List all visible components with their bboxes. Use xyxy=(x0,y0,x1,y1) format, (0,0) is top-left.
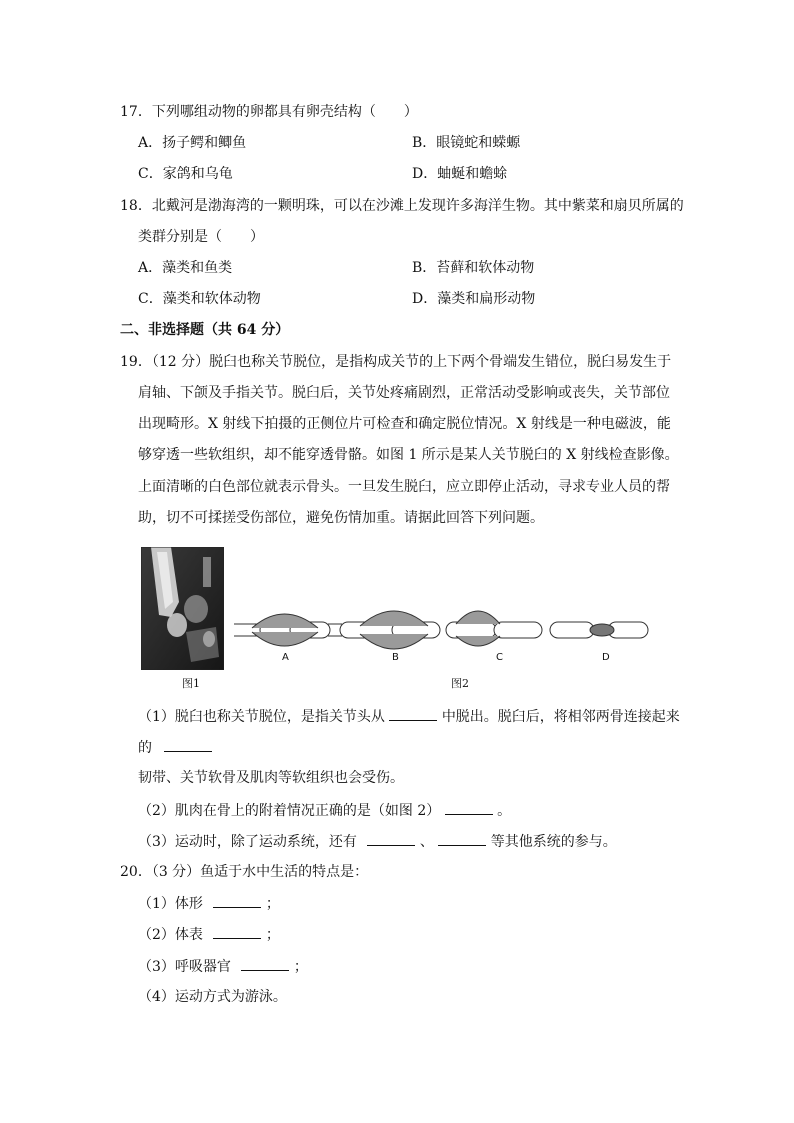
muscle-bone-diagram xyxy=(232,604,652,664)
q18-option-a: A．藻类和鱼类 xyxy=(138,260,233,276)
q19-line4: 够穿透一些软组织，却不能穿透骨骼。如图 1 所示是某人关节脱臼的 X 射线检查影像。 xyxy=(138,447,679,463)
q19-line1: 19．（12 分）脱臼也称关节脱位，是指构成关节的上下两个骨端发生错位，脱臼易发生于 xyxy=(120,354,672,370)
answer-blank[interactable] xyxy=(389,706,437,721)
answer-blank[interactable] xyxy=(445,800,493,815)
fig2-label-d: D xyxy=(602,652,610,663)
q20-sub3-text: （3）呼吸器官 xyxy=(138,959,231,975)
q19-sub2-text-b: 。 xyxy=(497,803,512,819)
q19-sub1-text-b: 中脱出。脱臼后，将相邻两骨连接起来 xyxy=(441,709,680,725)
section2-title: 二、非选择题（共 64 分） xyxy=(120,322,290,338)
q20-sub2-end: ； xyxy=(265,927,280,943)
fig2-label-b: B xyxy=(392,652,399,663)
answer-blank[interactable] xyxy=(213,924,261,939)
q19-sub1-text-a: （1）脱臼也称关节脱位，是指关节头从 xyxy=(138,709,385,725)
answer-blank[interactable] xyxy=(164,737,212,752)
q19-line5: 上面清晰的白色部位就表示骨头。一旦发生脱臼，应立即停止活动，寻求专业人员的帮 xyxy=(138,479,670,495)
answer-blank[interactable] xyxy=(213,893,261,908)
q20-sub3-end: ； xyxy=(293,959,308,975)
q18-stem-line2: 类群分别是（ ） xyxy=(138,229,264,245)
q18-option-b: B．苔藓和软体动物 xyxy=(412,260,535,276)
q18-option-d: D．藻类和扁形动物 xyxy=(412,291,536,307)
q20-sub1 xyxy=(138,893,280,914)
q19-sub1-text-c: 的 xyxy=(138,740,152,756)
q18-option-c: C．藻类和软体动物 xyxy=(138,291,261,307)
q20-sub2 xyxy=(138,924,280,945)
xray-image xyxy=(141,547,224,670)
q20-stem: 20．（3 分）鱼适于水中生活的特点是： xyxy=(120,864,369,880)
q20-sub1-end: ； xyxy=(265,896,280,912)
q17-option-a: A．扬子鳄和鲫鱼 xyxy=(138,135,247,151)
fig2-label-c: C xyxy=(496,652,503,663)
q20-sub2-text: （2）体表 xyxy=(138,927,203,943)
q19-sub1-line1 xyxy=(138,706,680,727)
q18-stem-line1: 18．北戴河是渤海湾的一颗明珠，可以在沙滩上发现许多海洋生物。其中紫菜和扇贝所属的 xyxy=(120,198,684,214)
answer-blank[interactable] xyxy=(241,956,289,971)
q19-line6: 助，切不可揉搓受伤部位，避免伤情加重。请据此回答下列问题。 xyxy=(138,510,544,526)
q20-sub4: （4）运动方式为游泳。 xyxy=(138,989,287,1005)
q19-sub3-text-a: （3）运动时，除了运动系统，还有 xyxy=(138,834,357,850)
fig1-caption: 图1 xyxy=(182,677,200,690)
q19-sub1-line3: 韧带、关节软骨及肌肉等软组织也会受伤。 xyxy=(138,770,404,786)
q19-sub3-text-b: 等其他系统的参与。 xyxy=(490,834,617,850)
q19-sub1-line2 xyxy=(138,737,212,758)
q19-sub2 xyxy=(138,800,511,821)
q19-line2: 肩轴、下颌及手指关节。脱臼后，关节处疼痛剧烈，正常活动受影响或丧失，关节部位 xyxy=(138,385,670,401)
q17-option-c: C．家鸽和乌龟 xyxy=(138,166,233,182)
q19-line3: 出现畸形。X 射线下拍摄的正侧位片可检查和确定脱位情况。X 射线是一种电磁波，能 xyxy=(138,416,671,432)
q17-option-b: B．眼镜蛇和蝾螈 xyxy=(412,135,521,151)
q19-sub2-text-a: （2）肌肉在骨上的附着情况正确的是（如图 2） xyxy=(138,803,441,819)
q19-sub3-sep: 、 xyxy=(419,834,434,850)
q17-option-d: D．蚰蜒和蟾蜍 xyxy=(412,166,508,182)
answer-blank[interactable] xyxy=(438,831,486,846)
q20-sub1-text: （1）体形 xyxy=(138,896,203,912)
q19-sub3 xyxy=(138,831,617,852)
q17-stem: 17．下列哪组动物的卵都具有卵壳结构（ ） xyxy=(120,104,418,120)
fig2-caption: 图2 xyxy=(451,677,469,690)
answer-blank[interactable] xyxy=(367,831,415,846)
q20-sub3 xyxy=(138,956,308,977)
fig2-label-a: A xyxy=(282,652,289,663)
